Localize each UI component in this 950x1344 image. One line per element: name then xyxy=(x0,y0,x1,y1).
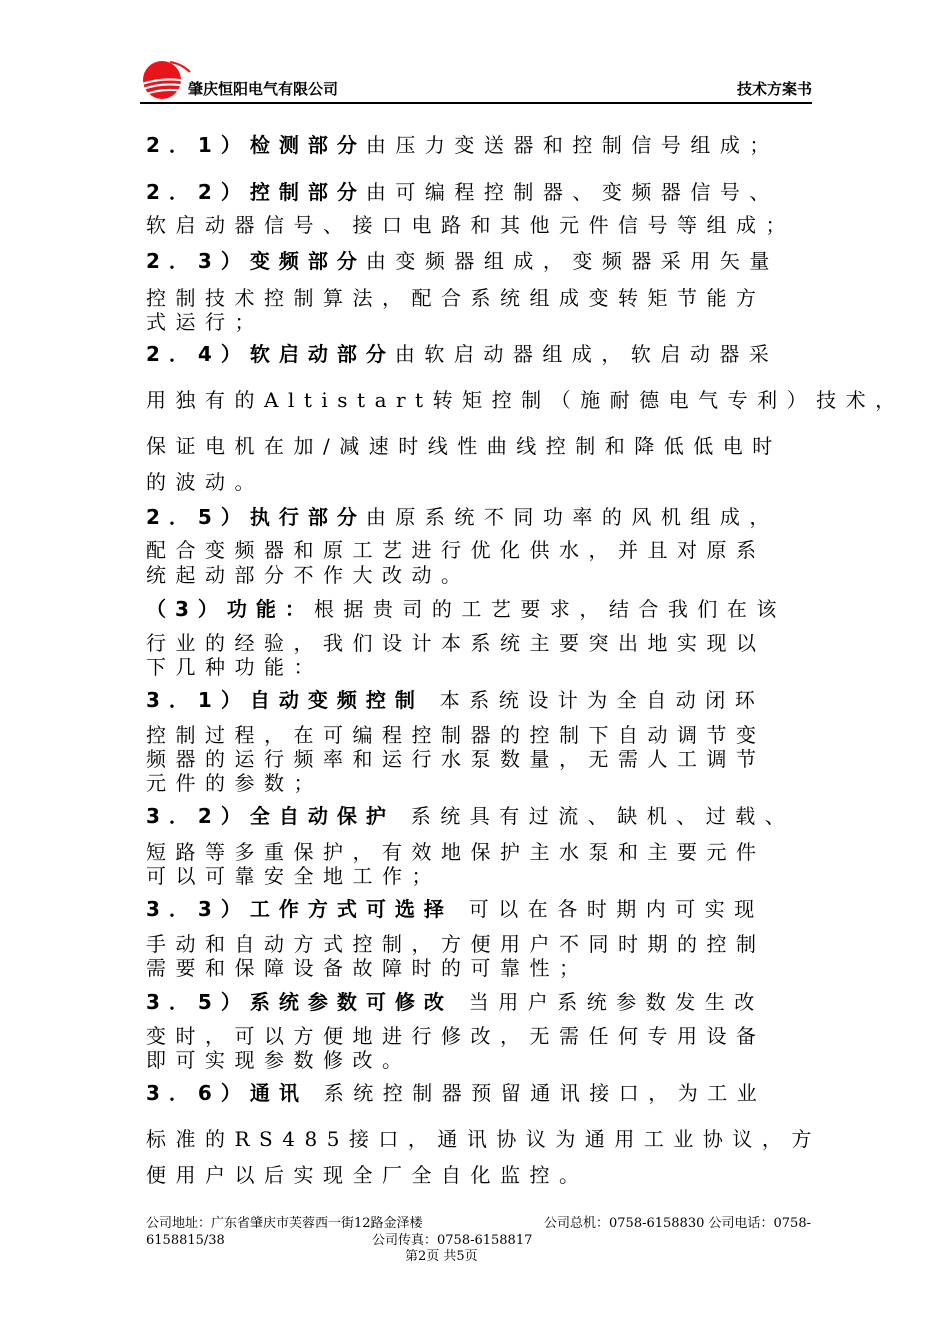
section-heading-line xyxy=(146,505,779,529)
document-type: 技术方案书 xyxy=(736,80,812,98)
section-heading-line xyxy=(146,180,779,204)
body-text-line xyxy=(146,563,471,587)
body-text: 便用户以后实现全厂全自化监控。 xyxy=(146,1163,589,1187)
section-heading: 2．1）检测部分 xyxy=(146,133,366,157)
section-heading: 3．1）自动变频控制 xyxy=(146,688,424,712)
body-text: 手动和自动方式控制，方便用户不同时期的控制 xyxy=(146,932,766,956)
body-text-line xyxy=(146,434,782,458)
body-text-line xyxy=(146,932,766,956)
body-text: 软启动器信号、接口电路和其他元件信号等组成； xyxy=(146,213,795,237)
section-heading: （3）功能： xyxy=(146,597,314,621)
body-text: 保证电机在加/减速时线性曲线控制和降低低电时 xyxy=(146,434,782,458)
section-heading-line xyxy=(146,897,764,921)
body-text-line xyxy=(146,864,441,888)
section-heading: 2．3）变频部分 xyxy=(146,249,366,273)
footer-line-1 xyxy=(146,1216,816,1232)
body-text: 系统具有过流、缺机、过载、 xyxy=(394,804,795,828)
body-text: 行业的经验，我们设计本系统主要突出地实现以 xyxy=(146,631,766,655)
section-heading: 3．2）全自动保护 xyxy=(146,804,395,828)
body-text-line xyxy=(146,538,766,562)
body-text: 用独有的Altistart转矩控制（施耐德电气专利）技术， xyxy=(146,388,905,412)
body-text-line xyxy=(146,655,323,679)
section-heading: 3．3）工作方式可选择 xyxy=(146,897,453,921)
section-heading-line xyxy=(146,342,778,366)
page-number: 第2页 共5页 xyxy=(405,1249,478,1264)
footer-line-2 xyxy=(146,1233,816,1249)
body-text: 的波动。 xyxy=(146,470,264,494)
sun-logo-icon xyxy=(140,56,192,102)
company-name: 肇庆恒阳电气有限公司 xyxy=(188,80,339,98)
footer-address: 公司地址：广东省肇庆市芙蓉西一街12路金泽楼 xyxy=(146,1216,423,1231)
body-text-line xyxy=(146,771,323,795)
body-text: 需要和保障设备故障时的可靠性； xyxy=(146,956,589,980)
body-text: 本系统设计为全自动闭环 xyxy=(423,688,765,712)
section-heading-line xyxy=(146,597,786,621)
body-text: 由原系统不同功率的风机组成， xyxy=(365,505,779,529)
body-text: 配合变频器和原工艺进行优化供水，并且对原系 xyxy=(146,538,766,562)
body-text-line xyxy=(146,1163,589,1187)
body-text: 可以在各时期内可实现 xyxy=(452,897,764,921)
body-text: 标准的RS485接口，通讯协议为通用工业协议，方 xyxy=(146,1127,821,1151)
body-text: 由可编程控制器、变频器信号、 xyxy=(365,180,779,204)
body-text-line xyxy=(146,1048,412,1072)
body-text: 系统控制器预留通讯接口，为工业 xyxy=(307,1081,767,1105)
body-text: 可以可靠安全地工作； xyxy=(146,864,441,888)
body-text: 由压力变送器和控制信号组成； xyxy=(365,133,779,157)
body-text-line xyxy=(146,310,264,334)
section-heading-line xyxy=(146,249,779,273)
body-text-line xyxy=(146,631,766,655)
body-text: 式运行； xyxy=(146,310,264,334)
section-heading-line xyxy=(146,804,794,828)
body-text-line xyxy=(146,286,766,310)
body-text: 短路等多重保护，有效地保护主水泵和主要元件 xyxy=(146,840,766,864)
section-heading: 2．5）执行部分 xyxy=(146,505,366,529)
body-text-line xyxy=(146,840,766,864)
page-header xyxy=(140,56,812,100)
body-text: 频器的运行频率和运行水泵数量，无需人工调节 xyxy=(146,747,766,771)
section-heading-line xyxy=(146,990,764,1014)
body-text-line xyxy=(146,213,795,237)
body-text-line xyxy=(146,388,905,412)
section-heading: 3．5）系统参数可修改 xyxy=(146,990,453,1014)
body-text: 由软启动器组成，软启动器采 xyxy=(394,342,779,366)
body-text: 控制过程，在可编程控制器的控制下自动调节变 xyxy=(146,723,766,747)
section-heading-line xyxy=(146,1081,766,1105)
section-heading-line xyxy=(146,688,764,712)
body-text-line xyxy=(146,1127,821,1151)
body-text-line xyxy=(146,956,589,980)
section-heading: 3．6）通讯 xyxy=(146,1081,308,1105)
body-text: 变时，可以方便地进行修改，无需任何专用设备 xyxy=(146,1024,766,1048)
header-rule xyxy=(140,102,812,104)
body-text-line xyxy=(146,723,766,747)
body-text: 由变频器组成，变频器采用矢量 xyxy=(365,249,779,273)
footer-fax: 公司传真：0758-6158817 xyxy=(372,1233,533,1248)
section-heading: 2．4）软启动部分 xyxy=(146,342,395,366)
body-text: 当用户系统参数发生改 xyxy=(452,990,764,1014)
body-text: 根据贵司的工艺要求，结合我们在该 xyxy=(313,597,786,621)
section-heading: 2．2）控制部分 xyxy=(146,180,366,204)
body-text: 下几种功能： xyxy=(146,655,323,679)
body-text-line xyxy=(146,747,766,771)
body-text-line xyxy=(146,470,264,494)
body-text: 即可实现参数修改。 xyxy=(146,1048,412,1072)
body-text: 控制技术控制算法，配合系统组成变转矩节能方 xyxy=(146,286,766,310)
footer-phone: 公司总机：0758-6158830 公司电话：0758- xyxy=(544,1216,811,1231)
body-text-line xyxy=(146,1024,766,1048)
body-text: 元件的参数； xyxy=(146,771,323,795)
body-text: 统起动部分不作大改动。 xyxy=(146,563,471,587)
footer-phone-ext: 6158815/38 xyxy=(146,1233,225,1248)
section-heading-line xyxy=(146,133,779,157)
